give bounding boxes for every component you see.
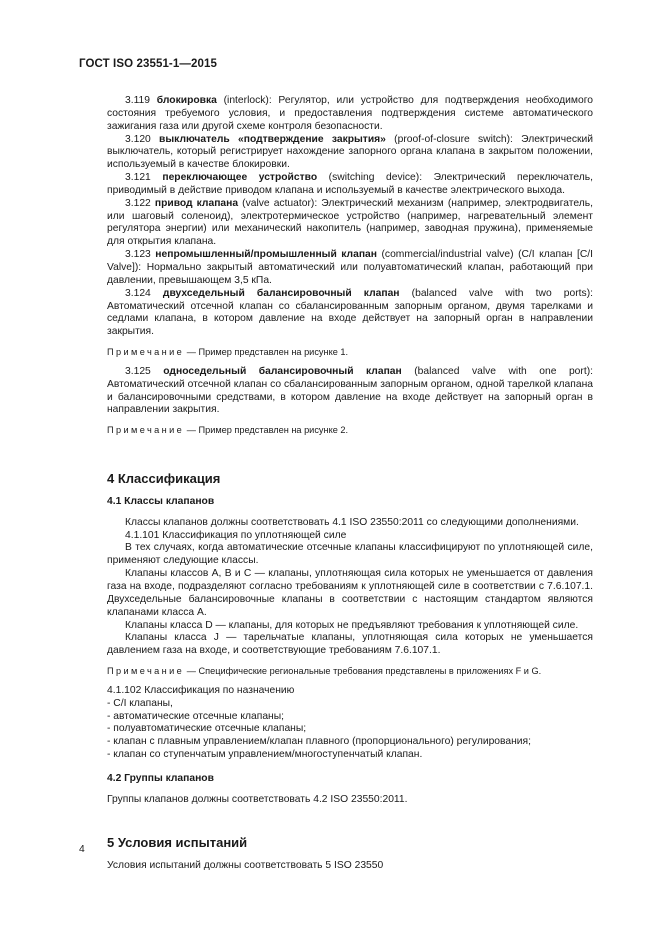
paragraph: Группы клапанов должны соответствовать 4.2 ISO 23550:2011. — [107, 793, 408, 805]
note-label: Примечание — [107, 666, 185, 677]
paragraph: Клапаны класса D — клапаны, для которых не предъявляют требования к уплотняющей силе. — [125, 619, 579, 631]
section-4-2-heading: 4.2 Группы клапанов — [107, 772, 214, 784]
note-label: Примечание — [107, 425, 185, 436]
note-1: Примечание — Пример представлен на рисунке 1. — [107, 347, 349, 358]
paragraph: Клапаны классов A, B и C — клапаны, уплотняющая сила которых не уменьшается от давления газа на входе, подразделяют согласно требованиям к уплотняющей силе в соответствии с 7.6.107.1. Двухседельные балансировочные клапаны в соответствии с настоящим стандартом являются клапанами класса А. — [107, 568, 593, 618]
term-3-124: 3.124 двухседельный балансировочный клапан (balanced valve with two ports): Автоматический отсечной клапан со сбалансированным запорным органом, двумя тарелками и седлами клапана, в котором давление на входе действует на запорный орган в направлении закрытия. — [107, 287, 593, 338]
term-3-125: 3.125 односедельный балансировочный клапан (balanced valve with one port): Автоматический отсечной клапан со сбалансированным запорным органом, одной тарелкой клапана и балансировочными средствами, в котором давление на входе действует на запорный орган в направлении закрытия. — [107, 365, 593, 416]
term-3-123: 3.123 непромышленный/промышленный клапан (commercial/industrial valve) (C/I клапан [C/I Valve]): Нормально закрытый автоматический или полуавтоматический клапан, работающий при давлении, превышающем 3,5 кПа. — [107, 249, 593, 286]
note-label: Примечание — [107, 347, 185, 358]
classification-list — [107, 685, 593, 762]
paragraph: 4.1.101 Классификация по уплотняющей силе — [125, 529, 347, 541]
term-3-120: 3.120 выключатель «подтверждение закрытия» (proof-of-closure switch): Электрический выключатель, который регистрирует нахождение запорного органа клапана в закрытом положении, используемый в качестве блокировки. — [107, 133, 593, 171]
list-item: - клапан с плавным управлением/клапан плавного (пропорционального) регулирования; — [107, 736, 531, 748]
term-3-119: 3.119 блокировка (interlock): Регулятор, или устройство для подтверждения необходимого состояния требуемого условия, и предоставления подтверждения системе автоматического зажигания газа или другой схеме контроля безопасности. — [107, 95, 593, 132]
document-header: ГОСТ ISO 23551-1—2015 — [79, 58, 217, 70]
document-body — [107, 95, 593, 872]
paragraph: Клапаны класса J — тарельчатые клапаны, уплотняющая сила которых не уменьшается давлением газа на входе, и соответствующие требованиям 7.6.107.1. — [107, 632, 593, 657]
term-3-121: 3.121 переключающее устройство (switching device): Электрический переключатель, приводимый в действие приводом клапана и используемый в качестве электрического выхода. — [107, 172, 593, 196]
note-3: Примечание — Специфические региональные требования представлены в приложениях F и G. — [107, 666, 542, 677]
note-2: Примечание — Пример представлен на рисунке 2. — [107, 425, 349, 436]
paragraph: Условия испытаний должны соответствовать 5 ISO 23550 — [107, 859, 384, 871]
term-3-122: 3.122 привод клапана (valve actuator): Электрический механизм (например, электродвигатель, или шаговый соленоид), электротермическое устройство (например, нагревательный элемент регулятора энергии) или механический накопитель (например, заводная пружина), применяемые для открытия клапана. — [107, 197, 593, 248]
list-item: - полуавтоматические отсечные клапаны; — [107, 723, 307, 735]
section-4-heading: 4 Классификация — [107, 471, 221, 487]
paragraph: Классы клапанов должны соответствовать 4.1 ISO 23550:2011 со следующими дополнениями. — [125, 516, 579, 528]
list-item: - C/I клапаны, — [107, 697, 173, 709]
paragraph: В тех случаях, когда автоматические отсечные клапаны классифицируют по уплотняющей силе, применяют следующие классы. — [107, 542, 593, 567]
section-4-1-heading: 4.1 Классы клапанов — [107, 495, 215, 507]
paragraph: 4.1.102 Классификация по назначению — [107, 684, 295, 696]
page-number: 4 — [79, 844, 85, 855]
list-item: - автоматические отсечные клапаны; — [107, 710, 284, 722]
list-item: - клапан со ступенчатым управлением/многоступенчатый клапан. — [107, 749, 423, 761]
section-5-heading: 5 Условия испытаний — [107, 834, 248, 850]
